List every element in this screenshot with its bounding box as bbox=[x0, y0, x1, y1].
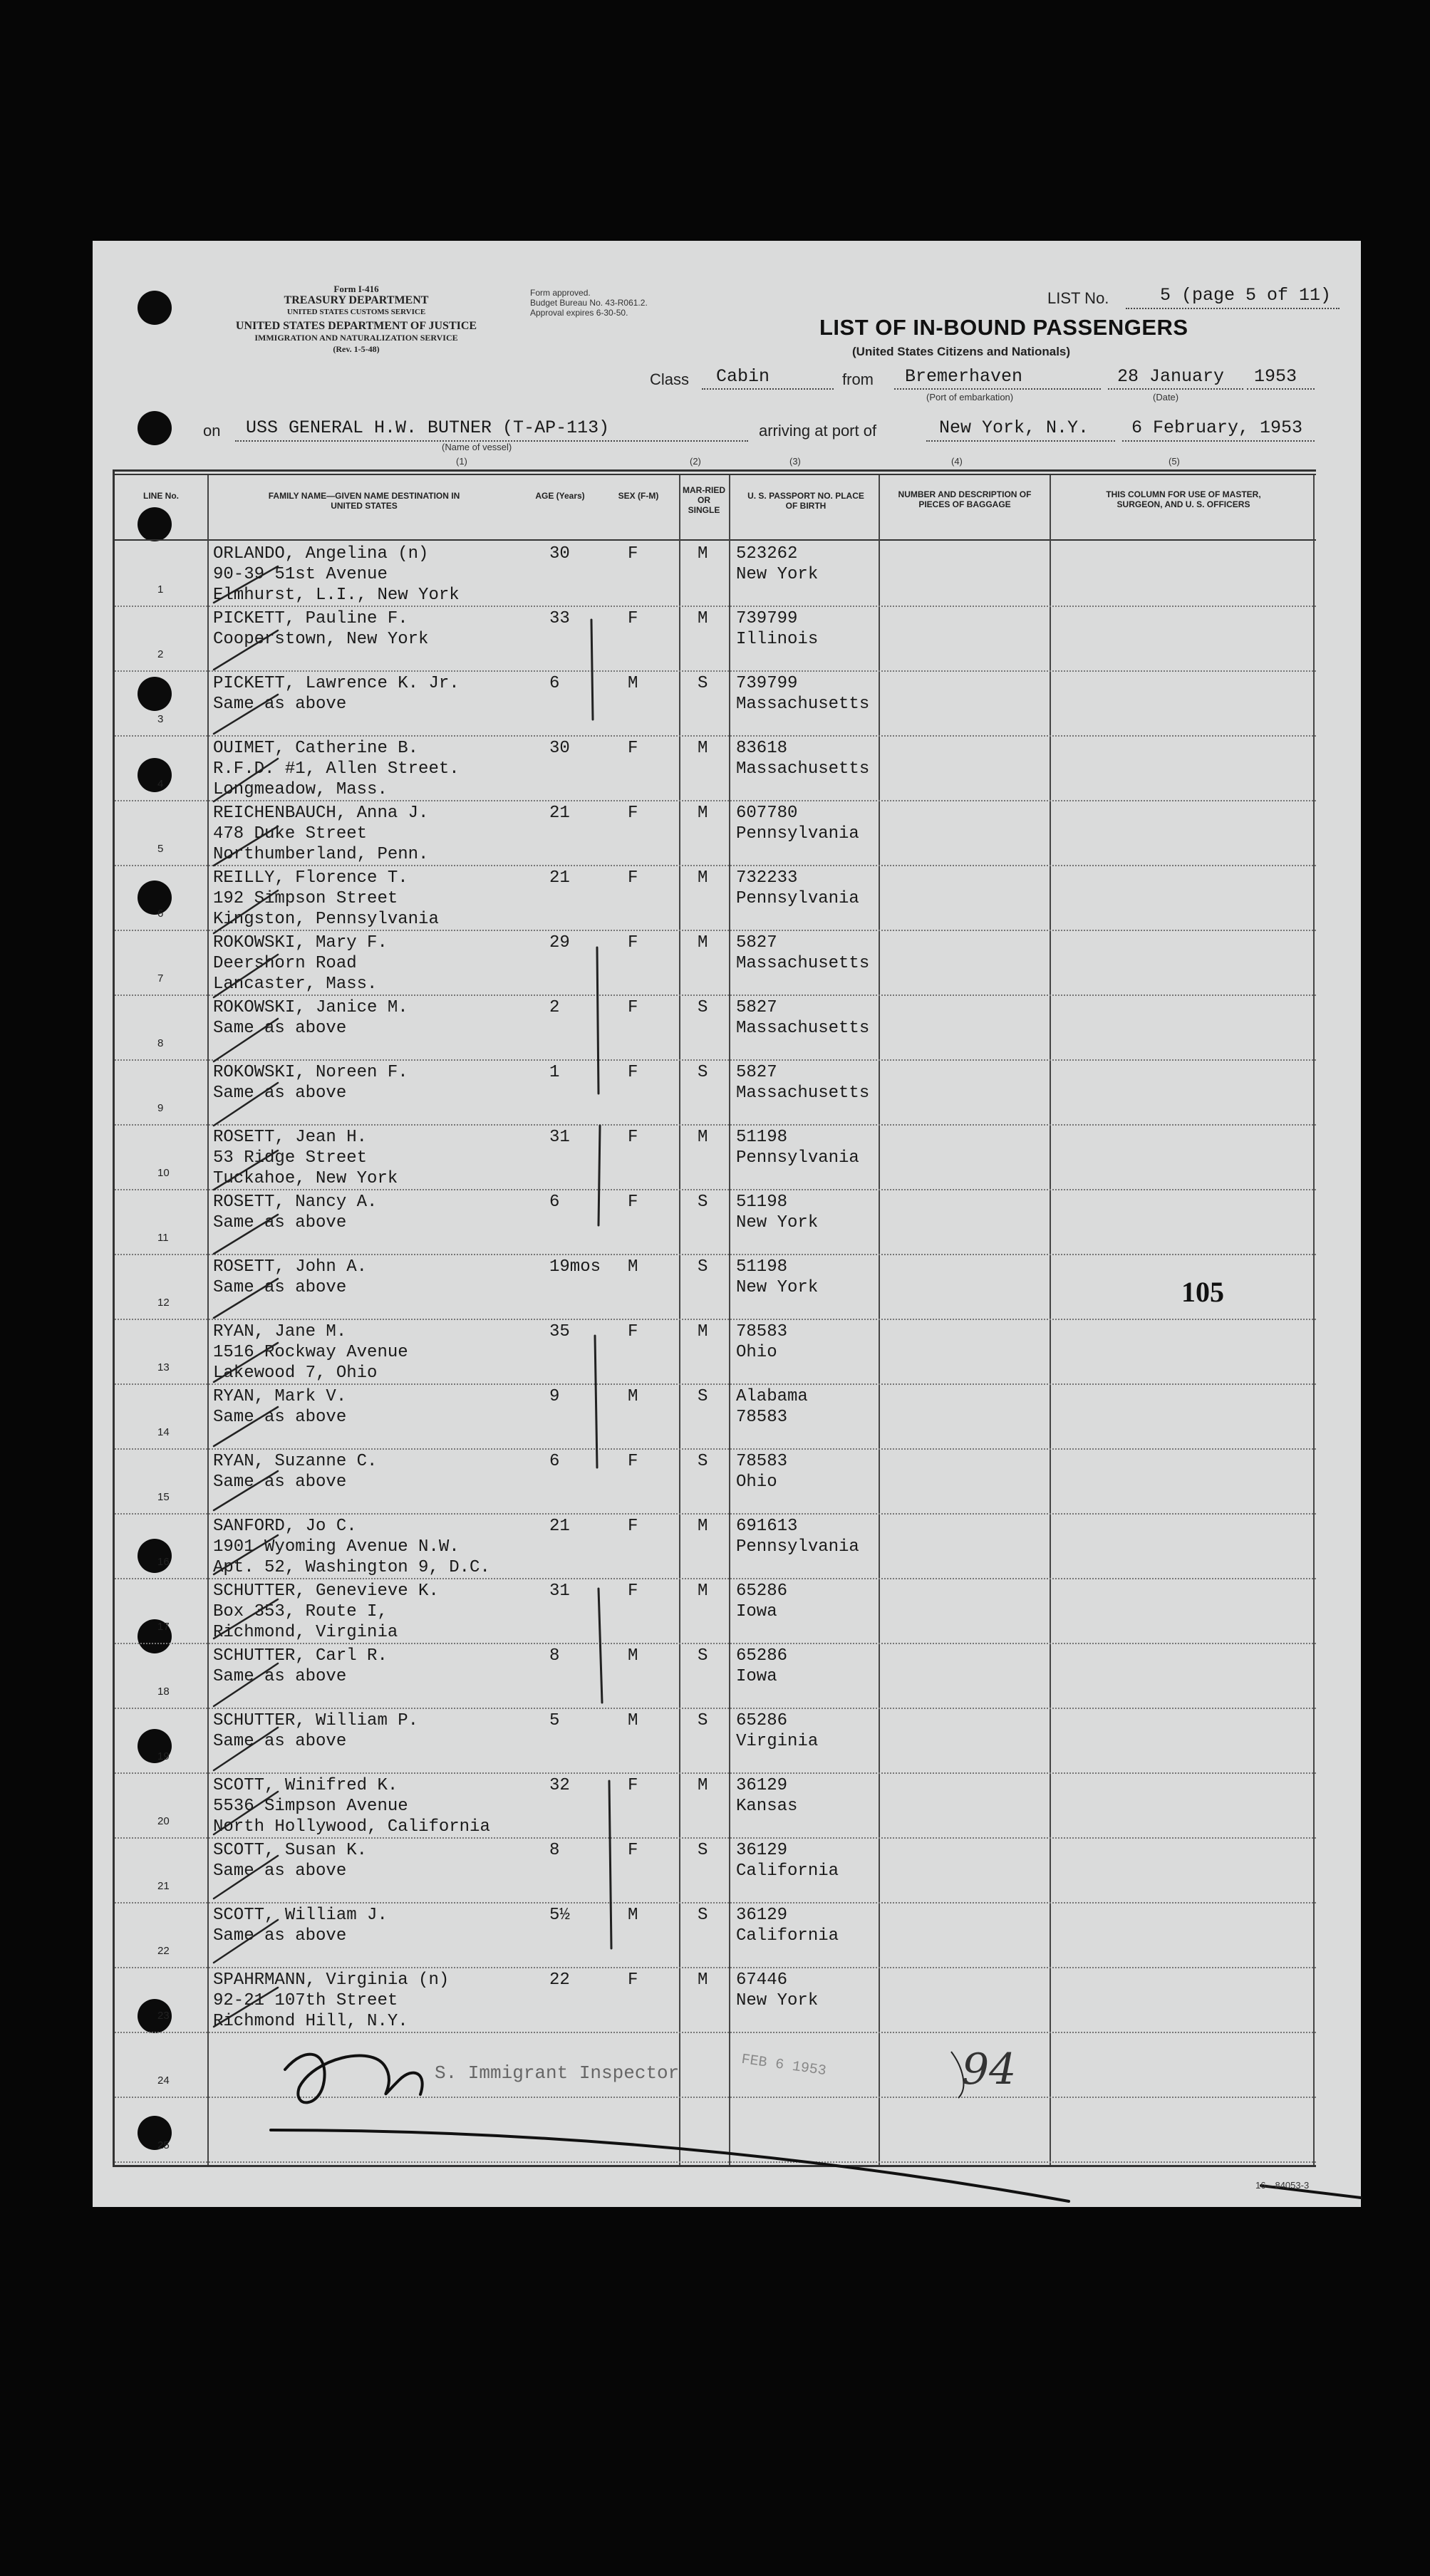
line-number: 24 bbox=[157, 2074, 170, 2087]
age-value: 22 bbox=[549, 1970, 570, 1990]
passport-number: 607780 bbox=[736, 804, 798, 823]
address-line-1: Cooperstown, New York bbox=[213, 630, 429, 649]
address-line-1: Same as above bbox=[213, 1732, 347, 1751]
age-value: 30 bbox=[549, 739, 570, 758]
line-number: 12 bbox=[157, 1297, 170, 1309]
address-line-1: 478 Duke Street bbox=[213, 824, 368, 843]
revision: (Rev. 1-5-48) bbox=[333, 344, 380, 354]
col-num-2: (2) bbox=[690, 456, 701, 467]
passport-number: 65286 bbox=[736, 1582, 788, 1601]
budget-bureau: Budget Bureau No. 43-R061.2. bbox=[530, 298, 648, 308]
address-line-2: North Hollywood, California bbox=[213, 1817, 490, 1837]
place-of-birth: New York bbox=[736, 1278, 819, 1297]
marital-status: M bbox=[698, 739, 708, 758]
form-approved: Form approved. bbox=[530, 288, 591, 298]
port-caption: (Port of embarkation) bbox=[926, 392, 1014, 402]
page-title: LIST OF IN-BOUND PASSENGERS bbox=[819, 315, 1188, 340]
line-number: 11 bbox=[157, 1232, 169, 1244]
sex-value: M bbox=[628, 1906, 638, 1925]
place-of-birth: Ohio bbox=[736, 1343, 777, 1362]
place-of-birth: 78583 bbox=[736, 1408, 788, 1427]
ins-service: IMMIGRATION AND NATURALIZATION SERVICE bbox=[254, 333, 458, 343]
treasury-dept: TREASURY DEPARTMENT bbox=[284, 294, 429, 306]
address-line-1: Same as above bbox=[213, 1084, 347, 1103]
address-line-1: Deershorn Road bbox=[213, 954, 357, 973]
list-number-label: LIST No. bbox=[1047, 289, 1109, 307]
marital-status: M bbox=[698, 1322, 708, 1341]
passport-number: 51198 bbox=[736, 1257, 788, 1277]
sex-value: F bbox=[628, 1582, 638, 1601]
age-value: 32 bbox=[549, 1776, 570, 1795]
place-of-birth: Ohio bbox=[736, 1473, 777, 1492]
address-line-1: Same as above bbox=[213, 1019, 347, 1038]
age-value: 8 bbox=[549, 1646, 560, 1666]
address-line-2: Northumberland, Penn. bbox=[213, 845, 429, 864]
marital-status: S bbox=[698, 1646, 708, 1666]
age-value: 6 bbox=[549, 1193, 560, 1212]
passenger-name: SCHUTTER, William P. bbox=[213, 1711, 419, 1730]
place-of-birth: Pennsylvania bbox=[736, 1148, 859, 1168]
marital-status: M bbox=[698, 933, 708, 952]
justice-dept: UNITED STATES DEPARTMENT OF JUSTICE bbox=[235, 320, 477, 332]
line-number: 14 bbox=[157, 1426, 170, 1438]
marital-status: S bbox=[698, 1711, 708, 1730]
sex-value: M bbox=[628, 1257, 638, 1277]
passenger-name: SPAHRMANN, Virginia (n) bbox=[213, 1970, 450, 1990]
line-number: 16 bbox=[157, 1556, 170, 1568]
line-number: 20 bbox=[157, 1815, 170, 1827]
departure-date: 28 January bbox=[1117, 366, 1225, 387]
address-line-1: Same as above bbox=[213, 1278, 347, 1297]
place-of-birth: Illinois bbox=[736, 630, 819, 649]
sex-value: F bbox=[628, 1776, 638, 1795]
sex-value: M bbox=[628, 1711, 638, 1730]
marital-status: M bbox=[698, 1517, 708, 1536]
sex-value: F bbox=[628, 1841, 638, 1860]
stamp-number: 105 bbox=[1181, 1276, 1224, 1308]
passenger-name: PICKETT, Pauline F. bbox=[213, 609, 408, 628]
passenger-name: RYAN, Suzanne C. bbox=[213, 1452, 378, 1471]
address-line-1: Same as above bbox=[213, 1861, 347, 1881]
passport-number: 83618 bbox=[736, 739, 788, 758]
place-of-birth: New York bbox=[736, 1991, 819, 2010]
place-of-birth: Kansas bbox=[736, 1797, 798, 1816]
address-line-1: 192 Simpson Street bbox=[213, 889, 398, 908]
marital-status: S bbox=[698, 1906, 708, 1925]
sex-value: F bbox=[628, 933, 638, 952]
col-head-passport: U. S. PASSPORT NO. PLACE OF BIRTH bbox=[747, 491, 864, 511]
passport-number: 739799 bbox=[736, 674, 798, 693]
list-number-value: 5 (page 5 of 11) bbox=[1160, 285, 1332, 306]
sex-value: F bbox=[628, 1322, 638, 1341]
footer-code: 16—84053-3 bbox=[1255, 2180, 1310, 2191]
col-head-officers: THIS COLUMN FOR USE OF MASTER, SURGEON, AND U. S. OFFICERS bbox=[1106, 489, 1261, 509]
passport-number: 36129 bbox=[736, 1906, 788, 1925]
address-line-2: Tuckahoe, New York bbox=[213, 1169, 398, 1188]
passport-number: 739799 bbox=[736, 609, 798, 628]
marital-status: M bbox=[698, 1582, 708, 1601]
passenger-name: RYAN, Mark V. bbox=[213, 1387, 347, 1406]
line-number: 5 bbox=[157, 843, 164, 855]
passenger-name: RYAN, Jane M. bbox=[213, 1322, 347, 1341]
marital-status: M bbox=[698, 804, 708, 823]
sex-value: F bbox=[628, 868, 638, 888]
place-of-birth: Pennsylvania bbox=[736, 1537, 859, 1557]
place-of-birth: Pennsylvania bbox=[736, 889, 859, 908]
passenger-name: SCOTT, William J. bbox=[213, 1906, 388, 1925]
age-value: 6 bbox=[549, 1452, 560, 1471]
sex-value: M bbox=[628, 1387, 638, 1406]
sex-value: F bbox=[628, 609, 638, 628]
line-number: 10 bbox=[157, 1167, 170, 1179]
passenger-name: PICKETT, Lawrence K. Jr. bbox=[213, 674, 460, 693]
age-value: 29 bbox=[549, 933, 570, 952]
address-line-2: Elmhurst, L.I., New York bbox=[213, 586, 460, 605]
address-line-1: 92-21 107th Street bbox=[213, 1991, 398, 2010]
age-value: 5 bbox=[549, 1711, 560, 1730]
passport-number: 523262 bbox=[736, 544, 798, 564]
line-number: 18 bbox=[157, 1686, 170, 1698]
address-line-2: Richmond, Virginia bbox=[213, 1623, 398, 1642]
place-of-birth: California bbox=[736, 1926, 839, 1946]
place-of-birth: Pennsylvania bbox=[736, 824, 859, 843]
col-head-sex: SEX (F-M) bbox=[618, 491, 659, 501]
marital-status: M bbox=[698, 544, 708, 564]
place-of-birth: Massachusetts bbox=[736, 695, 870, 714]
age-value: 2 bbox=[549, 998, 560, 1017]
address-line-1: Same as above bbox=[213, 1473, 347, 1492]
handwritten-count: 94 bbox=[962, 2045, 1017, 2094]
passport-number: 51198 bbox=[736, 1128, 788, 1147]
sex-value: M bbox=[628, 1646, 638, 1666]
age-value: 9 bbox=[549, 1387, 560, 1406]
sex-value: F bbox=[628, 544, 638, 564]
address-line-1: 5536 Simpson Avenue bbox=[213, 1797, 408, 1816]
col-num-5: (5) bbox=[1169, 456, 1180, 467]
age-value: 5½ bbox=[549, 1906, 570, 1925]
address-line-1: Same as above bbox=[213, 1408, 347, 1427]
arriving-label: arriving at port of bbox=[759, 422, 877, 440]
passport-number: 5827 bbox=[736, 998, 777, 1017]
from-label: from bbox=[842, 370, 874, 388]
age-value: 35 bbox=[549, 1322, 570, 1341]
inspector-stamp: S. Immigrant Inspector bbox=[435, 2062, 680, 2084]
age-value: 19mos bbox=[549, 1257, 601, 1277]
passport-number: 732233 bbox=[736, 868, 798, 888]
line-number: 9 bbox=[157, 1102, 164, 1114]
line-number: 1 bbox=[157, 583, 164, 596]
address-line-2: Lancaster, Mass. bbox=[213, 975, 378, 994]
passenger-name: SCOTT, Winifred K. bbox=[213, 1776, 398, 1795]
place-of-birth: Iowa bbox=[736, 1602, 777, 1621]
sex-value: F bbox=[628, 804, 638, 823]
vessel-name: USS GENERAL H.W. BUTNER (T-AP-113) bbox=[246, 417, 610, 438]
form-number: Form I-416 bbox=[333, 284, 379, 294]
passenger-name: ORLANDO, Angelina (n) bbox=[213, 544, 429, 564]
passenger-name: ROKOWSKI, Janice M. bbox=[213, 998, 408, 1017]
age-value: 8 bbox=[549, 1841, 560, 1860]
address-line-1: 1901 Wyoming Avenue N.W. bbox=[213, 1537, 460, 1557]
place-of-birth: Massachusetts bbox=[736, 759, 870, 779]
address-line-1: R.F.D. #1, Allen Street. bbox=[213, 759, 460, 779]
address-line-1: Box 353, Route I, bbox=[213, 1602, 388, 1621]
address-line-2: Richmond Hill, N.Y. bbox=[213, 2012, 408, 2031]
vessel-caption: (Name of vessel) bbox=[442, 442, 512, 452]
place-of-birth: Massachusetts bbox=[736, 1019, 870, 1038]
line-number: 19 bbox=[157, 1750, 170, 1762]
passport-number: 65286 bbox=[736, 1711, 788, 1730]
marital-status: M bbox=[698, 868, 708, 888]
sex-value: M bbox=[628, 674, 638, 693]
line-number: 25 bbox=[157, 2139, 170, 2151]
address-line-1: 53 Ridge Street bbox=[213, 1148, 368, 1168]
sex-value: F bbox=[628, 998, 638, 1017]
col-num-3: (3) bbox=[789, 456, 801, 467]
page-subtitle: (United States Citizens and Nationals) bbox=[852, 345, 1071, 358]
line-number: 21 bbox=[157, 1880, 170, 1892]
passenger-name: OUIMET, Catherine B. bbox=[213, 739, 419, 758]
address-line-1: 90-39 51st Avenue bbox=[213, 565, 388, 584]
col-head-age: AGE (Years) bbox=[535, 491, 585, 501]
marital-status: M bbox=[698, 609, 708, 628]
passport-number: 5827 bbox=[736, 1063, 777, 1082]
class-label: Class bbox=[650, 370, 690, 388]
marital-status: S bbox=[698, 1841, 708, 1860]
marital-status: S bbox=[698, 674, 708, 693]
address-line-1: Same as above bbox=[213, 1213, 347, 1232]
passport-number: 78583 bbox=[736, 1322, 788, 1341]
class-value: Cabin bbox=[716, 366, 770, 387]
passenger-name: SCHUTTER, Carl R. bbox=[213, 1646, 388, 1666]
date-caption: (Date) bbox=[1153, 392, 1179, 402]
place-of-birth: New York bbox=[736, 565, 819, 584]
line-number: 22 bbox=[157, 1945, 170, 1957]
address-line-2: Longmeadow, Mass. bbox=[213, 780, 388, 799]
passport-number: 5827 bbox=[736, 933, 777, 952]
address-line-1: 1516 Rockway Avenue bbox=[213, 1343, 408, 1362]
address-line-2: Kingston, Pennsylvania bbox=[213, 910, 439, 929]
passport-number: 78583 bbox=[736, 1452, 788, 1471]
line-number: 17 bbox=[157, 1621, 170, 1633]
passenger-name: ROSETT, Nancy A. bbox=[213, 1193, 378, 1212]
passport-number: 65286 bbox=[736, 1646, 788, 1666]
passport-number: 36129 bbox=[736, 1776, 788, 1795]
sex-value: F bbox=[628, 739, 638, 758]
marital-status: S bbox=[698, 998, 708, 1017]
place-of-birth: Massachusetts bbox=[736, 954, 870, 973]
place-of-birth: Virginia bbox=[736, 1732, 819, 1751]
passenger-name: SCOTT, Susan K. bbox=[213, 1841, 368, 1860]
place-of-birth: California bbox=[736, 1861, 839, 1881]
col-head-baggage: NUMBER AND DESCRIPTION OF PIECES OF BAGGAGE bbox=[898, 489, 1032, 509]
line-number: 8 bbox=[157, 1037, 164, 1049]
col-head-line: LINE No. bbox=[143, 491, 179, 501]
age-value: 1 bbox=[549, 1063, 560, 1082]
passport-number: Alabama bbox=[736, 1387, 808, 1406]
marital-status: S bbox=[698, 1452, 708, 1471]
marital-status: S bbox=[698, 1193, 708, 1212]
passenger-name: ROSETT, Jean H. bbox=[213, 1128, 368, 1147]
address-line-2: Lakewood 7, Ohio bbox=[213, 1364, 378, 1383]
age-value: 21 bbox=[549, 1517, 570, 1536]
line-number: 3 bbox=[157, 713, 164, 725]
line-number: 6 bbox=[157, 908, 164, 920]
passenger-name: REILLY, Florence T. bbox=[213, 868, 408, 888]
age-value: 21 bbox=[549, 868, 570, 888]
sex-value: F bbox=[628, 1128, 638, 1147]
sex-value: F bbox=[628, 1517, 638, 1536]
passport-number: 67446 bbox=[736, 1970, 788, 1990]
marital-status: S bbox=[698, 1387, 708, 1406]
arrival-date: 6 February, 1953 bbox=[1131, 417, 1303, 438]
sex-value: F bbox=[628, 1063, 638, 1082]
col-head-married: MAR-RIED OR SINGLE bbox=[683, 485, 725, 515]
arrival-port: New York, N.Y. bbox=[939, 417, 1089, 438]
marital-status: S bbox=[698, 1257, 708, 1277]
sex-value: F bbox=[628, 1452, 638, 1471]
departure-year: 1953 bbox=[1254, 366, 1297, 387]
passenger-name: ROSETT, John A. bbox=[213, 1257, 368, 1277]
line-number: 7 bbox=[157, 972, 164, 985]
passenger-name: REICHENBAUCH, Anna J. bbox=[213, 804, 429, 823]
age-value: 30 bbox=[549, 544, 570, 564]
col-head-name: FAMILY NAME—GIVEN NAME DESTINATION IN UNITED STATES bbox=[268, 491, 460, 511]
age-value: 21 bbox=[549, 804, 570, 823]
passport-number: 51198 bbox=[736, 1193, 788, 1212]
age-value: 33 bbox=[549, 609, 570, 628]
address-line-1: Same as above bbox=[213, 695, 347, 714]
address-line-1: Same as above bbox=[213, 1926, 347, 1946]
marital-status: M bbox=[698, 1128, 708, 1147]
line-number: 2 bbox=[157, 648, 164, 660]
sex-value: F bbox=[628, 1193, 638, 1212]
port-of-embarkation: Bremerhaven bbox=[905, 366, 1023, 387]
marital-status: S bbox=[698, 1063, 708, 1082]
col-num-1: (1) bbox=[456, 456, 467, 467]
address-line-1: Same as above bbox=[213, 1667, 347, 1686]
passenger-name: SCHUTTER, Genevieve K. bbox=[213, 1582, 439, 1601]
place-of-birth: Massachusetts bbox=[736, 1084, 870, 1103]
marital-status: M bbox=[698, 1970, 708, 1990]
age-value: 6 bbox=[549, 674, 560, 693]
place-of-birth: New York bbox=[736, 1213, 819, 1232]
col-num-4: (4) bbox=[951, 456, 963, 467]
customs-service: UNITED STATES CUSTOMS SERVICE bbox=[286, 308, 426, 316]
marital-status: M bbox=[698, 1776, 708, 1795]
line-number: 13 bbox=[157, 1361, 170, 1373]
approval-expires: Approval expires 6-30-50. bbox=[530, 308, 628, 318]
stamp-date: FEB 6 1953 bbox=[740, 2051, 828, 2080]
on-label: on bbox=[203, 422, 221, 440]
age-value: 31 bbox=[549, 1582, 570, 1601]
age-value: 31 bbox=[549, 1128, 570, 1147]
line-number: 4 bbox=[157, 778, 164, 790]
passport-number: 691613 bbox=[736, 1517, 798, 1536]
place-of-birth: Iowa bbox=[736, 1667, 777, 1686]
passport-number: 36129 bbox=[736, 1841, 788, 1860]
sex-value: F bbox=[628, 1970, 638, 1990]
line-number: 15 bbox=[157, 1491, 170, 1503]
passenger-name: SANFORD, Jo C. bbox=[213, 1517, 357, 1536]
passenger-name: ROKOWSKI, Mary F. bbox=[213, 933, 388, 952]
line-number: 23 bbox=[157, 2010, 170, 2022]
address-line-2: Apt. 52, Washington 9, D.C. bbox=[213, 1558, 490, 1577]
passenger-name: ROKOWSKI, Noreen F. bbox=[213, 1063, 408, 1082]
